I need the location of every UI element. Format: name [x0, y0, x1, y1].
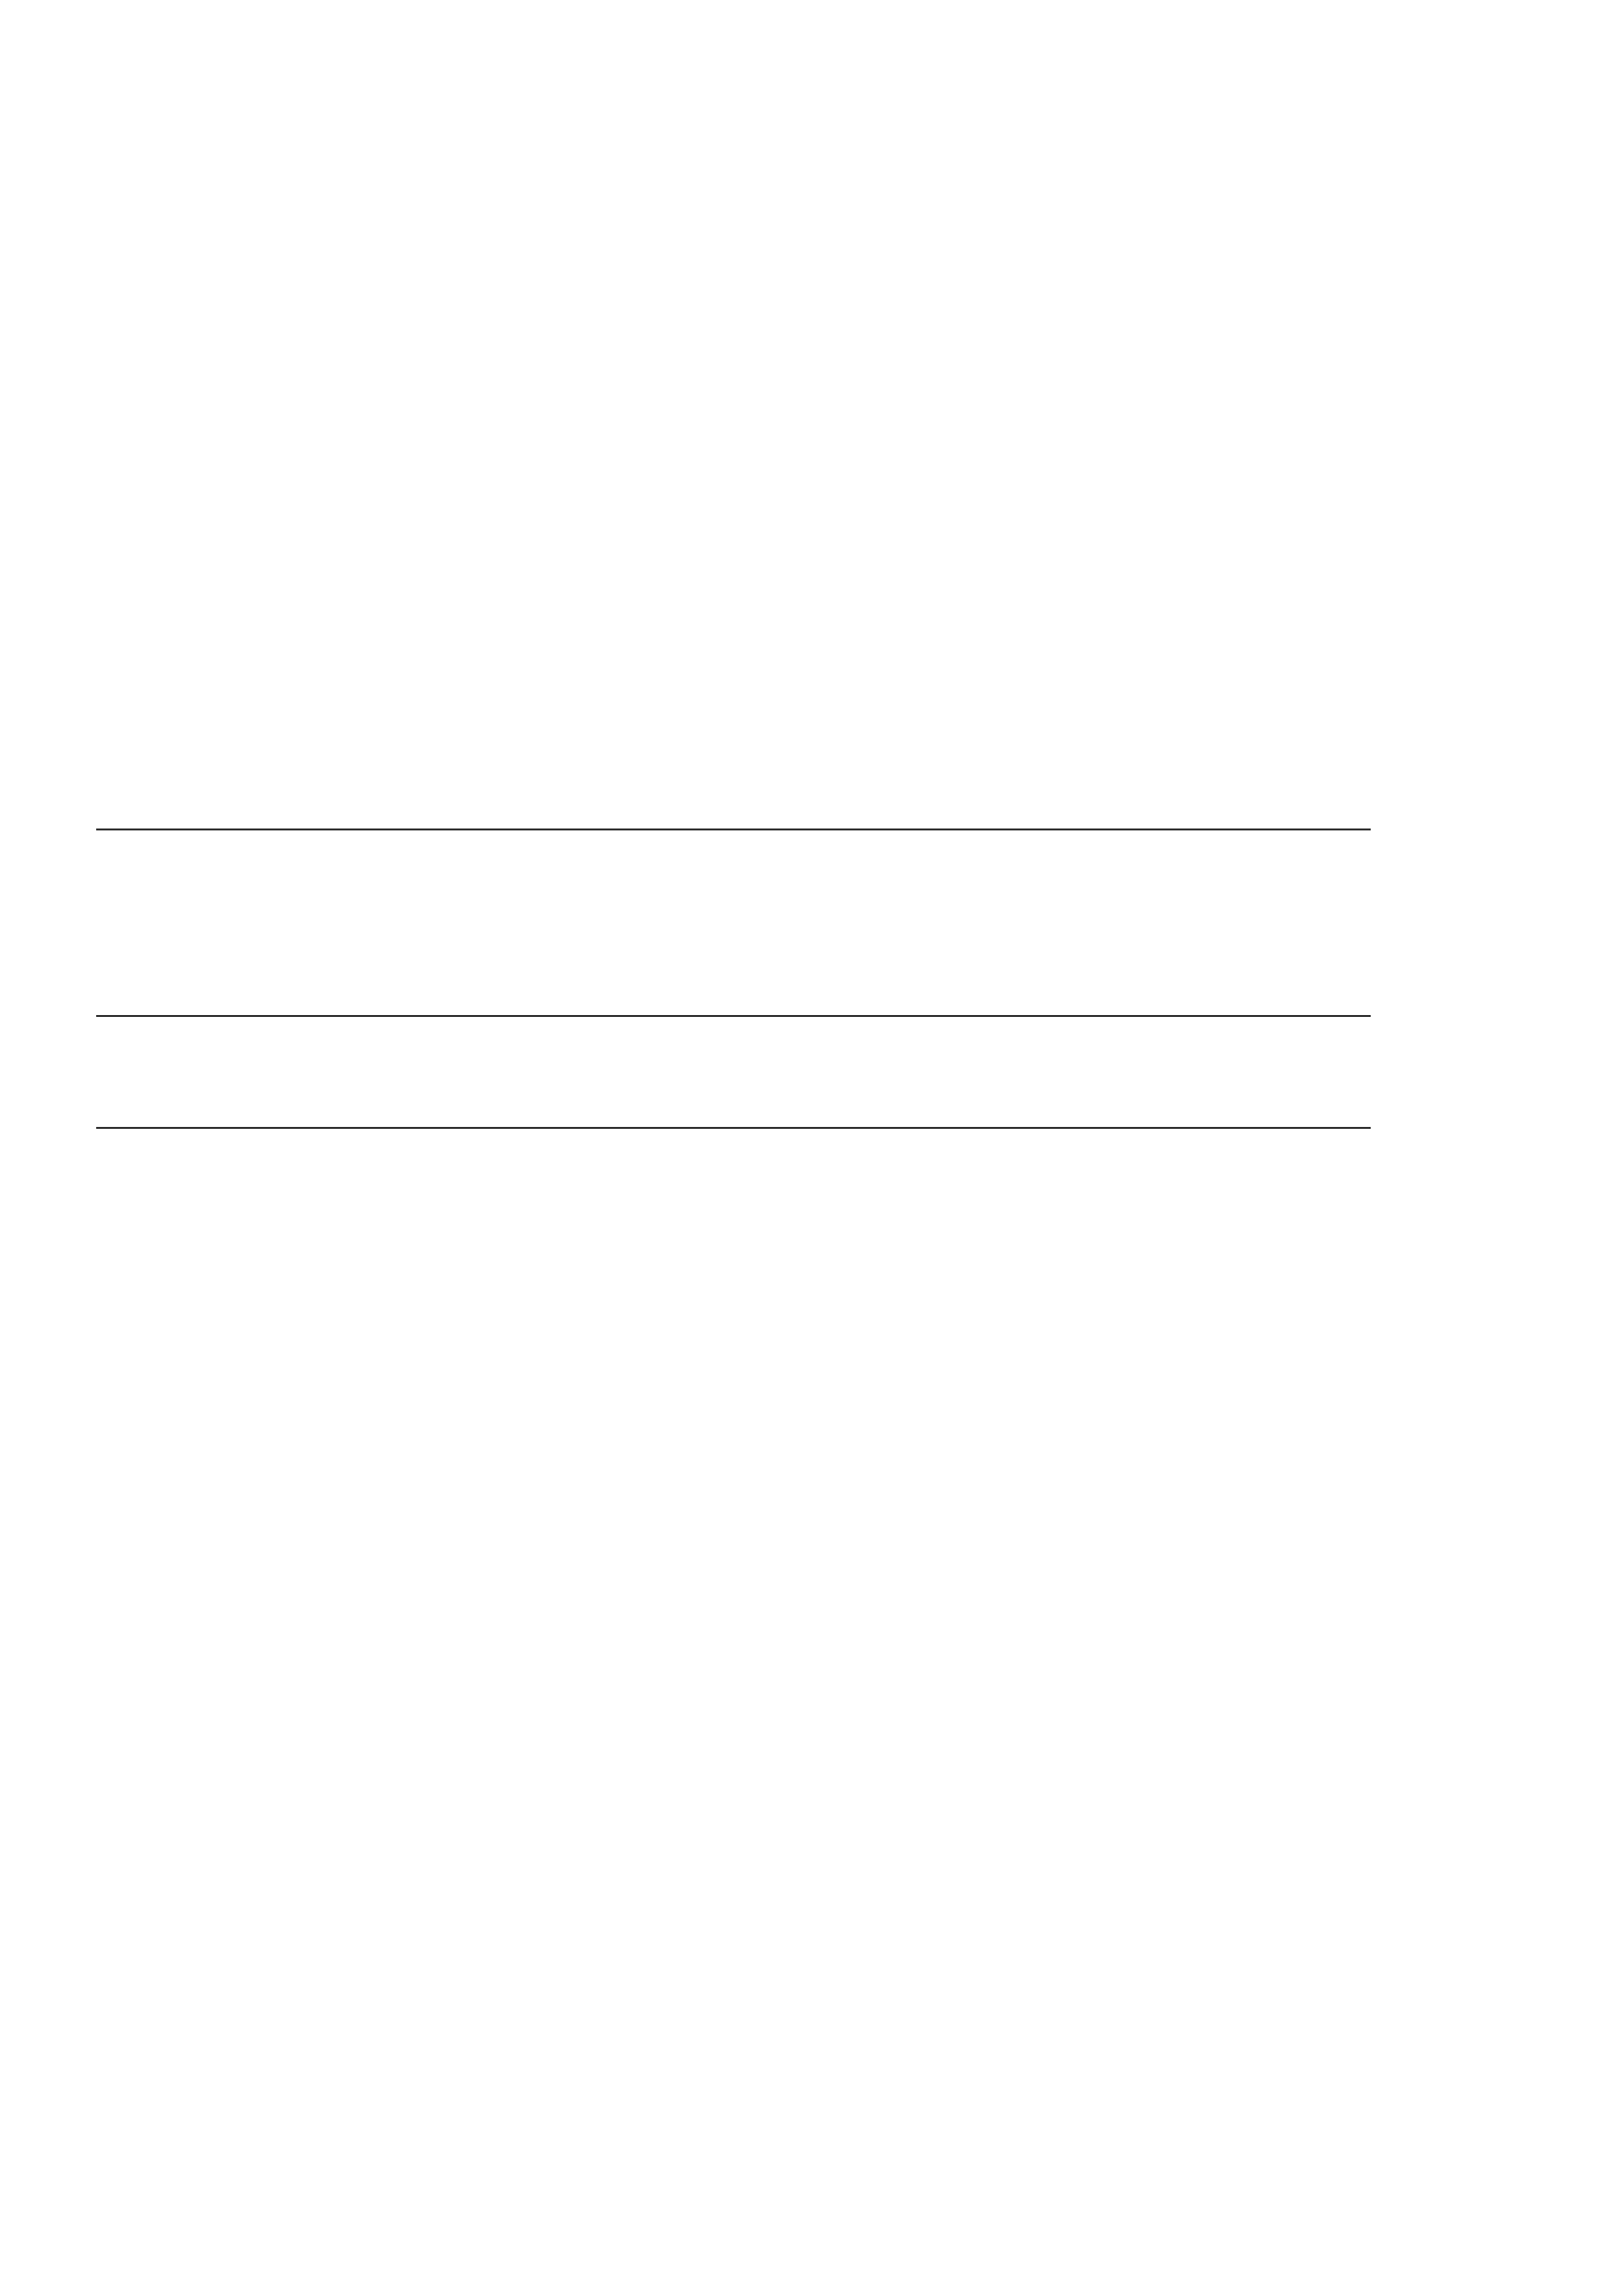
header-top-rule — [96, 1015, 1371, 1017]
header-bottom-rule — [96, 1127, 1371, 1129]
top-table-bottom-rule — [96, 828, 1371, 830]
